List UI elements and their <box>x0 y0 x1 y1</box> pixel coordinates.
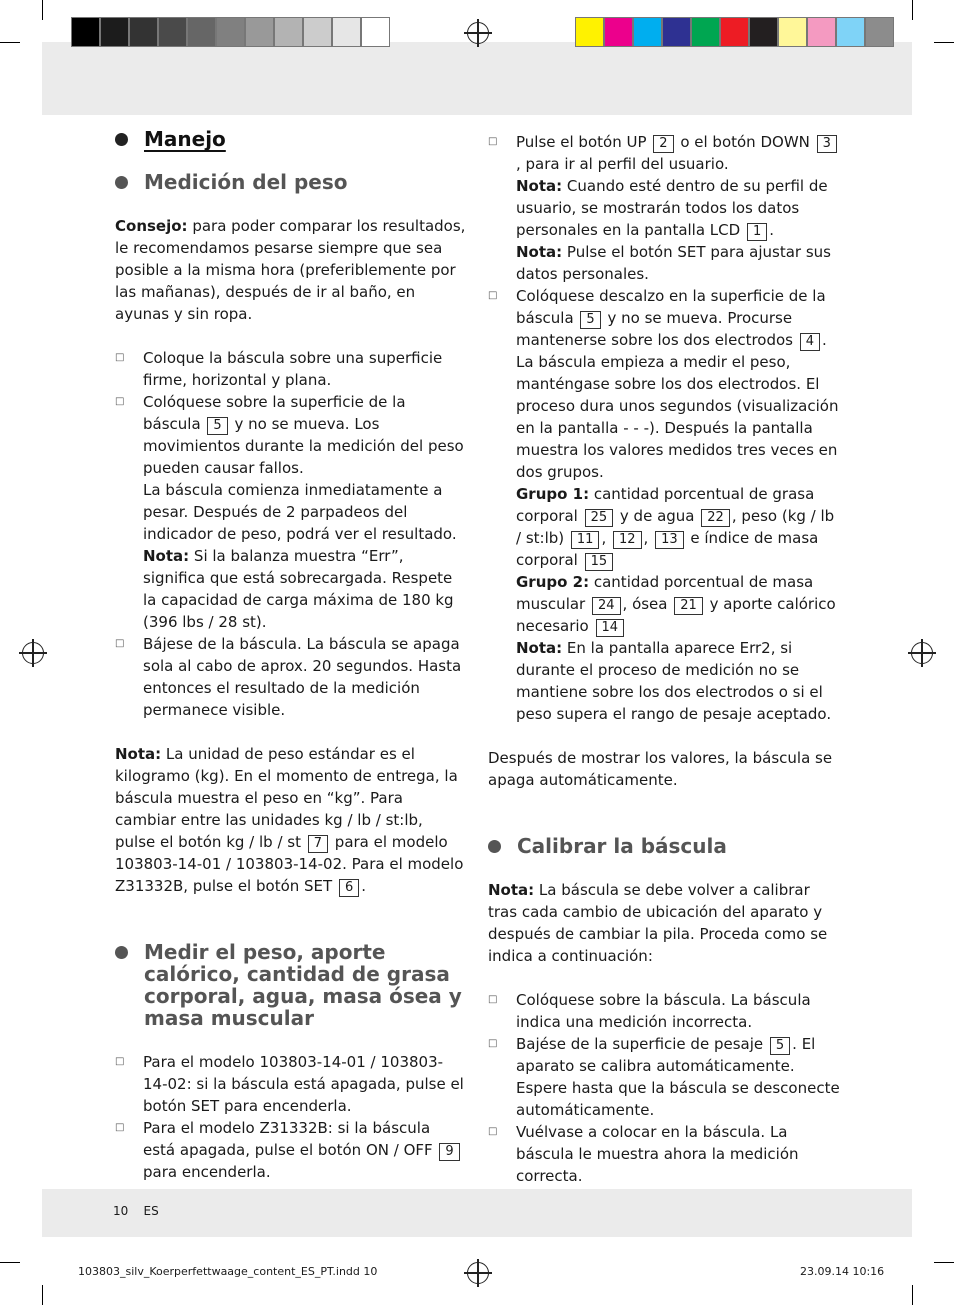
header-band <box>42 42 912 115</box>
ref-number: 9 <box>439 1143 459 1161</box>
crop-mark <box>934 1262 954 1263</box>
ref-number: 22 <box>701 509 730 527</box>
checkbox-bullet-icon: □ <box>488 1038 498 1049</box>
color-swatches <box>575 17 894 47</box>
crop-mark <box>42 1285 43 1305</box>
bullet-dot-icon <box>488 840 501 853</box>
checkbox-bullet-icon: □ <box>115 396 125 407</box>
ref-number: 12 <box>613 531 642 549</box>
list-text: Colóquese descalzo en la superficie de la báscula <box>516 287 826 327</box>
registration-mark-icon <box>467 1262 489 1284</box>
list-text: Para el modelo Z31332B: si la báscula está apagada, pulse el botón ON / OFF <box>143 1119 438 1159</box>
list-text: y no se mueva. Los movimientos durante la medición del peso pueden causar fallos. <box>143 415 464 477</box>
footer-band <box>42 1189 912 1237</box>
list-text: Vuélvase a colocar en la báscula. La báscula le muestra ahora la medición correcta. <box>516 1123 799 1185</box>
bullet-dot-icon <box>115 176 128 189</box>
ref-number: 5 <box>207 417 227 435</box>
checkbox-bullet-icon: □ <box>488 136 498 147</box>
note-paragraph <box>115 743 467 897</box>
ref-number: 13 <box>655 531 684 549</box>
note-text: . <box>361 877 367 895</box>
right-column <box>488 131 840 1187</box>
list-item <box>488 989 840 1033</box>
note-text: La báscula se debe volver a calibrar tras cada cambio de ubicación del aparato y después de cambiar la pila. Proceda como se indica a continuación: <box>488 881 828 965</box>
list-item <box>115 1051 467 1117</box>
tip-label: Consejo: <box>115 217 188 235</box>
checkbox-bullet-icon: □ <box>115 1056 125 1067</box>
list-item <box>115 633 467 721</box>
file-slug: 103803_silv_Koerperfettwaage_content_ES_PT.indd 10 <box>78 1265 378 1278</box>
note-label: Nota: <box>115 745 162 763</box>
list-text: Si la balanza muestra “Err”, significa que está sobrecargada. Respete la capacidad de carga máxima de 180 kg (396 lbs / 28 st). <box>143 547 454 631</box>
crop-mark <box>934 42 954 43</box>
page-number: 10 ES <box>113 1204 159 1218</box>
ref-number: 25 <box>585 509 614 527</box>
list-text: Pulse el botón SET para ajustar sus datos personales. <box>516 243 831 283</box>
list-text: Para el modelo 103803-14-01 / 103803-14-02: si la báscula está apagada, pulse el botón SET para encenderla. <box>143 1053 464 1115</box>
list-item: □ Colóquese descalzo en la superficie de la báscula 5 y no se mueva. Procurse mantenerse sobre los dos electrodos 4 . La báscula empieza a medir el peso, manténgase sobre los dos electrodos. El proceso dura unos segundos (visualización en la pantalla - - -). Después la pantalla muestra los valores medidos tres veces en dos grupos. Grupo 1: cantidad porcentual de grasa corporal 25 y de agua 22 , peso (kg / lb / st:lb) 11 , 12 , 13 e índice de masa corporal 15 Grupo 2: cantidad porcentual de masa muscular 24 , ósea 21 y aporte calórico necesario 14 Nota: En la pantalla aparece Err2, si durante el proceso de medición no se mantiene sobre los dos electrodos o si el peso supera el rango de pesaje aceptado. <box>488 287 839 723</box>
list-text: o el botón DOWN <box>675 133 815 151</box>
ref-number: 7 <box>308 835 328 853</box>
list-text: La báscula empieza a medir el peso, manténgase sobre los dos electrodos. El proceso dura unos segundos (visualización en la pantalla - - -). Después la pantalla muestra los valores medidos tres veces en dos grupos. <box>516 353 839 481</box>
list-text: , peso (kg / lb / st:lb) <box>516 507 835 547</box>
note-text: La unidad de peso estándar es el kilogramo (kg). En el momento de entrega, la báscula muestra el peso en “kg”. Para cambiar entre las unidades kg / lb / st:lb, pulse el botón kg / lb / st <box>115 745 458 851</box>
ref-number: 15 <box>585 553 614 571</box>
registration-mark-icon <box>467 22 489 44</box>
heading-text: Medición del peso <box>144 170 348 194</box>
ref-number: 5 <box>770 1037 790 1055</box>
heading-text: Manejo <box>144 127 226 151</box>
crop-mark <box>912 1285 913 1305</box>
list-text: Bájese de la báscula. La báscula se apaga sola al cabo de aprox. 20 segundos. Hasta entonces el resultado de la medición permanece visible. <box>143 635 462 719</box>
list-text: Colóquese sobre la báscula. La báscula indica una medición incorrecta. <box>516 991 811 1031</box>
list-item <box>115 1117 467 1183</box>
grayscale-swatches <box>71 17 390 47</box>
group-label: Grupo 2: <box>516 573 590 591</box>
crop-mark <box>912 0 913 20</box>
checkbox-bullet-icon: □ <box>488 994 498 1005</box>
list-text: . <box>822 331 827 349</box>
list-text: y de agua <box>615 507 700 525</box>
note-label: Nota: <box>516 243 563 261</box>
ref-number: 1 <box>747 223 767 241</box>
list-text: En la pantalla aparece Err2, si durante el proceso de medición no se mantiene sobre los dos electrodos o si el peso supera el rango de pesaje aceptado. <box>516 639 832 723</box>
ref-number: 6 <box>339 879 359 897</box>
registration-mark-icon <box>911 642 933 664</box>
list-item <box>488 1121 840 1187</box>
list-text: y no se mueva. Procurse mantenerse sobre los dos electrodos <box>516 309 798 349</box>
list-text: cantidad porcentual de grasa corporal <box>516 485 815 525</box>
list-text: La báscula comienza inmediatamente a pesar. Después de 2 parpadeos del indicador de peso, podrá ver el resultado. <box>143 481 457 543</box>
list-text: Pulse el botón UP <box>516 133 652 151</box>
tip-paragraph <box>115 215 467 325</box>
checkbox-bullet-icon: □ <box>115 638 125 649</box>
list-text: y aporte calórico necesario <box>516 595 836 635</box>
list-text: Colóquese sobre la superficie de la báscula <box>143 393 406 433</box>
ref-number: 4 <box>800 333 820 351</box>
note-label: Nota: <box>516 177 563 195</box>
checkbox-bullet-icon: □ <box>115 352 125 363</box>
list-text: e índice de masa corporal <box>516 529 819 569</box>
ref-number: 11 <box>571 531 600 549</box>
checkbox-bullet-icon: □ <box>488 1126 498 1137</box>
list-item <box>488 1033 840 1121</box>
list-text: Coloque la báscula sobre una superficie firme, horizontal y plana. <box>143 349 443 389</box>
bullet-dot-icon <box>115 133 128 146</box>
paragraph: Después de mostrar los valores, la báscula se apaga automáticamente. <box>488 749 833 789</box>
list-text: , ósea <box>622 595 673 613</box>
list-item <box>488 131 840 285</box>
registration-mark-icon <box>22 642 44 664</box>
subsection-heading <box>115 171 467 193</box>
checkbox-bullet-icon: □ <box>488 290 498 301</box>
subsection-heading <box>115 941 467 1029</box>
subsection-heading <box>488 835 840 857</box>
bullet-dot-icon <box>115 946 128 959</box>
list-text: , para ir al perfil del usuario. <box>516 155 729 173</box>
list-item <box>115 391 467 633</box>
note-label: Nota: <box>143 547 190 565</box>
list-text: . El aparato se calibra automáticamente. Espere hasta que la báscula se desconecte automáticamente. <box>516 1035 840 1119</box>
note-label: Nota: <box>488 881 535 899</box>
ref-number: 5 <box>580 311 600 329</box>
list-text: cantidad porcentual de masa muscular <box>516 573 814 613</box>
heading-text: Medir el peso, aporte calórico, cantidad de grasa corporal, agua, masa ósea y masa muscular <box>144 940 462 1030</box>
list-text: Cuando esté dentro de su perfil de usuario, se mostrarán todos los datos personales en la pantalla LCD <box>516 177 828 239</box>
list-text: para encenderla. <box>143 1163 271 1181</box>
tip-text: para poder comparar los resultados, le recomendamos pesarse siempre que sea posible a la misma hora (preferiblemente por las mañanas), después de ir al baño, en ayunas y sin ropa. <box>115 217 466 323</box>
note-paragraph <box>488 879 840 967</box>
ref-number: 21 <box>674 597 703 615</box>
checkbox-bullet-icon: □ <box>115 1122 125 1133</box>
group-label: Grupo 1: <box>516 485 590 503</box>
crop-mark <box>0 42 20 43</box>
crop-mark <box>42 0 43 20</box>
ref-number: 2 <box>653 135 673 153</box>
list-item <box>115 347 467 391</box>
ref-number: 3 <box>817 135 837 153</box>
note-label: Nota: <box>516 639 563 657</box>
crop-mark <box>0 1262 20 1263</box>
ref-number: 24 <box>592 597 621 615</box>
left-column <box>115 128 467 1183</box>
section-heading <box>115 128 467 150</box>
heading-text: Calibrar la báscula <box>517 834 727 858</box>
list-text: Bajése de la superficie de pesaje <box>516 1035 768 1053</box>
list-text: . <box>769 221 775 239</box>
ref-number: 14 <box>596 619 625 637</box>
note-text: para el modelo 103803-14-01 / 103803-14-02. Para el modelo Z31332B, pulse el botón SET <box>115 833 464 895</box>
print-date: 23.09.14 10:16 <box>800 1265 885 1278</box>
